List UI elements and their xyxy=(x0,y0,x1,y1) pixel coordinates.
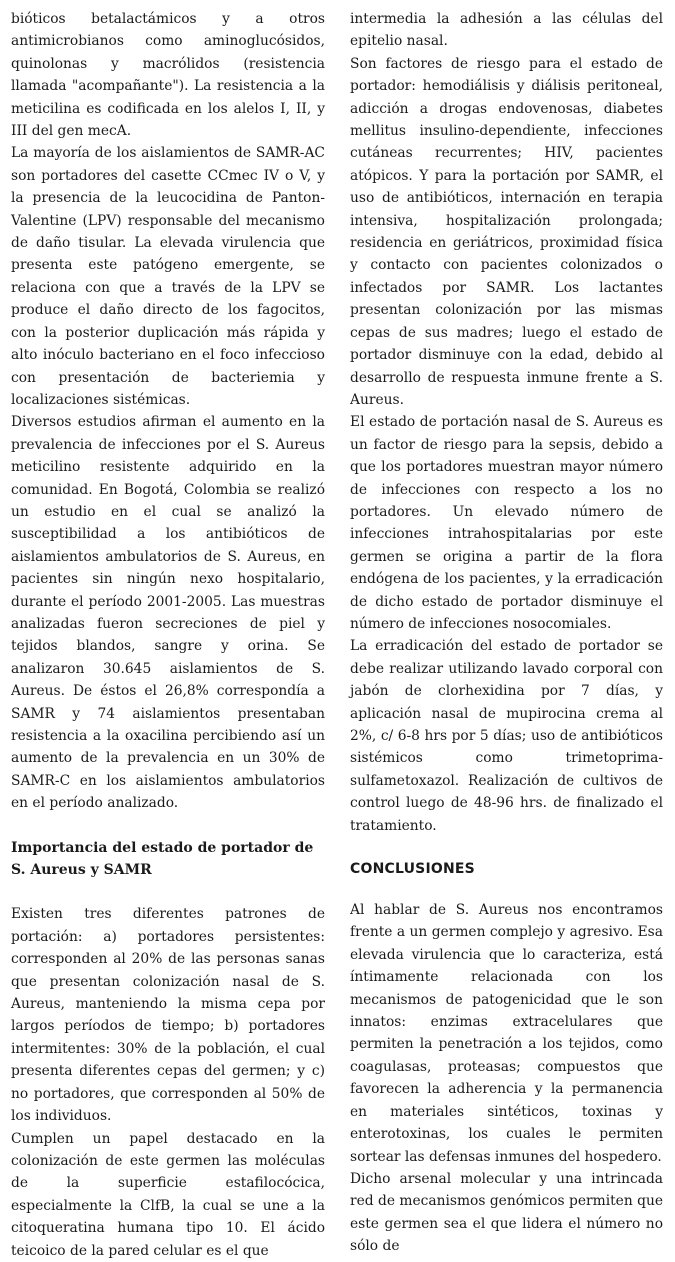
paragraph: Diversos estudios afirman el aumento en la prevalencia de infecciones por el S. Aureus meticilino resistente adquirido en la comunidad. En Bogotá, Colombia se realizó un estudio en el cual se analizó la susceptibilidad a los antibióticos de aislamientos ambulatorios de S. Aureus, en pacientes sin ningún nexo hospitalario, durante el período 2001-2005. Las muestras analizadas fueron secreciones de piel y tejidos blandos, sangre y orina. Se analizaron 30.645 aislamientos de S. Aureus. De éstos el 26,8% correspondía a SAMR y 74 aislamientos presentaban resistencia a la oxacilina percibiendo así un aumento de la prevalencia en un 30% de SAMR-C en los aislamientos ambulatorios en el período analizado. xyxy=(11,414,325,812)
subsection-heading: Importancia del estado de portador de S. Aureus y SAMR xyxy=(11,839,314,879)
paragraph: Al hablar de S. Aureus nos encontramos frente a un germen complejo y agresivo. Esa elevada virulencia que lo caracteriza, está íntimamente relacionada con los mecanismos de patogenicidad que le son innatos: enzimas extracelulares que permiten la penetración a los tejidos, como coagulasas, proteasas; compuestos que favorecen la adherencia y la permanencia en materiales sintéticos, toxinas y enterotoxinas, los cuales le permiten sortear las defensas inmunes del hospedero. xyxy=(350,902,663,1165)
paragraph: El estado de portación nasal de S. Aureus es un factor de riesgo para la sepsis, debido a que los portadores muestran mayor número de infecciones con respecto a los no portadores. Un elevado número de infecciones intrahospitalarias por este germen se origina a partir de la flora endógena de los pacientes, y la erradicación de dicho estado de portador disminuye el número de infecciones nosocomiales. xyxy=(350,414,663,632)
right-column xyxy=(350,8,663,1255)
paragraph: La mayoría de los aislamientos de SAMR-AC son portadores del casette CCmec IV o V, y la presencia de la leucocidina de Panton-Valentine (LPV) responsable del mecanismo de daño tisular. La elevada virulencia que presenta este patógeno emergente, se relaciona con que a través de la LPV se produce el daño directo de los fagocitos, con la posterior duplicación más rápida y alto inóculo bacteriano en el foco infeccioso con presentación de bacteriemia y localizaciones sistémicas. xyxy=(11,145,325,408)
left-column xyxy=(11,8,325,1259)
paragraph: intermedia la adhesión a las células del epitelio nasal. xyxy=(350,11,663,50)
paragraph: Son factores de riesgo para el estado de portador: hemodiálisis y diálisis peritoneal, adicción a drogas endovenosas, diabetes mellitus insulino-dependiente, infecciones cutáneas recurrentes; HIV, pacientes atópicos. Y para la portación por SAMR, el uso de antibióticos, internación en terapia intensiva, hospitalización prolongada; residencia en geriátricos, proximidad física y contacto con pacientes colonizados o infectados por SAMR. Los lactantes presentan colonización por las mismas cepas de sus madres; luego el estado de portador disminuye con la edad, debido al desarrollo de respuesta inmune frente a S. Aureus. xyxy=(350,55,663,408)
section-heading-conclusiones: CONCLUSIONES xyxy=(350,861,475,878)
paragraph: Cumplen un papel destacado en la colonización de este germen las moléculas de la superficie estafilocócica, especialmente la ClfB, la cual se une a la citoqueratina humana tipo 10. El ácido teicoico de la pared celular es el que xyxy=(11,1130,325,1259)
paragraph: Dicho arsenal molecular y una intrincada red de mecanismos genómicos permiten que este germen sea el que lidera el número no sólo de xyxy=(350,1170,663,1255)
paragraph: La erradicación del estado de portador se debe realizar utilizando lavado corporal con jabón de clorhexidina por 7 días, y aplicación nasal de mupirocina crema al 2%, c/ 6-8 hrs por 5 días; uso de antibióticos sistémicos como trimetoprima-sulfametoxazol. Realización de cultivos de control luego de 48-96 hrs. de finalizado el tratamiento. xyxy=(350,638,663,834)
paragraph: bióticos betalactámicos y a otros antimicrobianos como aminoglucósidos, quinolonas y macrólidos (resistencia llamada "acompañante"). La resistencia a la meticilina es codificada en los alelos I, II, y III del gen mecA. xyxy=(11,11,325,140)
paragraph: Existen tres diferentes patrones de portación: a) portadores persistentes: corresponden al 20% de las personas sanas que presentan colonización nasal de S. Aureus, manteniendo la misma cepa por largos períodos de tiempo; b) portadores intermitentes: 30% de la población, el cual presenta diferentes cepas del germen; y c) no portadores, que corresponden al 50% de los individuos. xyxy=(11,906,325,1125)
